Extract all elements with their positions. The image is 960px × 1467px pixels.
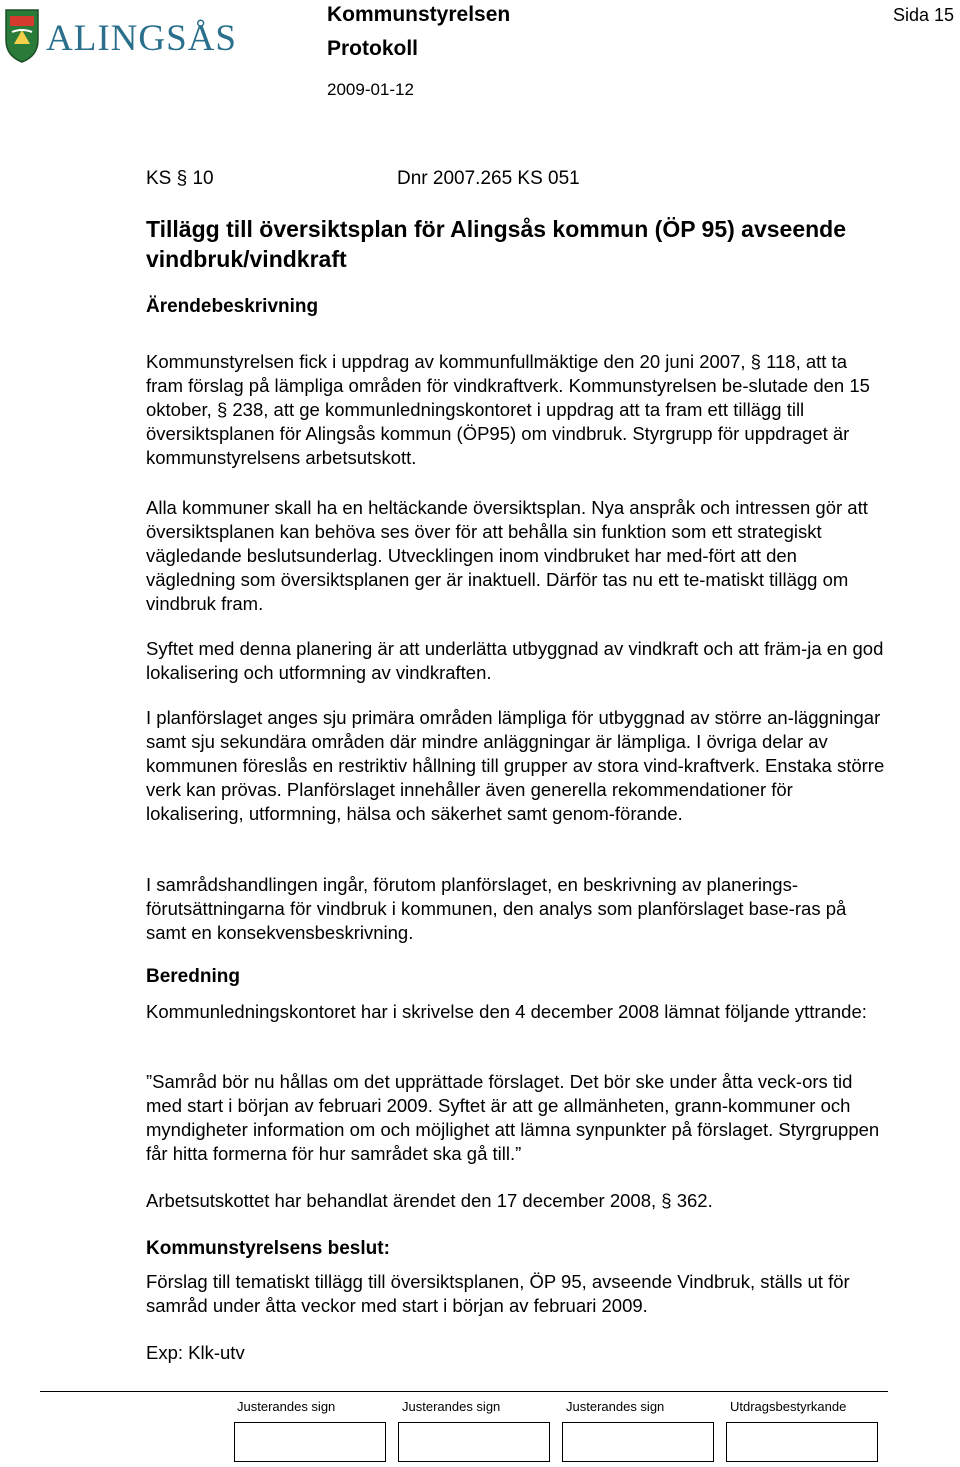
paragraph: I samrådshandlingen ingår, förutom planförslaget, en beskrivning av planerings-förutsättningarna för vindbruk i kommunen, den analys som planförslaget base-ras på samt en konsekvensbeskrivning. <box>146 874 847 943</box>
footer-label: Justerandes sign <box>566 1399 665 1414</box>
section-heading-description: Ärendebeskrivning <box>146 296 319 317</box>
page-number: Sida 15 <box>892 5 954 25</box>
paragraph: I planförslaget anges sju primära områden lämpliga för utbyggnad av större an-läggningar samt sju sekundära områden där mindre anläggningar är lämpliga. I övriga delar av kommunen föreslås en restriktiv hållning till grupper av stora vind-kraftverk. Enstaka större verk kan prövas. Planförslaget innehåller även generella rekommendationer för lokalisering, utformning, hälsa och säkerhet samt genom-förande. <box>146 707 885 824</box>
meeting-date: 2009-01-12 <box>327 80 414 99</box>
section-heading-preparation: Beredning <box>146 966 240 987</box>
footer-divider <box>40 1391 888 1392</box>
page-title: Tillägg till översiktsplan för Alingsås kommun (ÖP 95) avseende vindbruk/vindkraft <box>146 216 847 272</box>
section-heading-decision: Kommunstyrelsens beslut: <box>146 1238 390 1259</box>
coat-of-arms-icon <box>4 6 260 64</box>
quote-paragraph: ”Samråd bör nu hållas om det upprättade förslaget. Det bör ske under åtta veck-ors tid med start i början av februari 2009. Syftet är att ge allmänheten, grann-kommuner och myndigheter information om och möjlighet att lämna synpunkter på förslaget. Styrgruppen får hitta formerna för hur samrådet ska gå till.” <box>146 1071 880 1164</box>
paragraph: Kommunstyrelsen fick i uppdrag av kommunfullmäktige den 20 juni 2007, § 118, att ta fram förslag på lämpliga områden för vindkraftverk. Kommunstyrelsen be-slutade den 15 oktober, § 238, att ge kommunledningskontoret i uppdrag att ta fram ett tillägg till översiktsplanen för Alingsås kommun (ÖP95) om vindbruk. Styrgrupp för uppdraget är kommunstyrelsens arbetsutskott. <box>146 351 870 468</box>
dispatch-note: Exp: Klk-utv <box>146 1342 245 1363</box>
paragraph: Kommunledningskontoret har i skrivelse den 4 december 2008 lämnat följande yttrande: <box>146 1001 867 1022</box>
paragraph: Syftet med denna planering är att underlätta utbyggnad av vindkraft och att främ-ja en god lokalisering och utformning av vindkraften. <box>146 638 884 683</box>
case-dnr: Dnr 2007.265 KS 051 <box>397 168 580 189</box>
org-name: ALINGSÅS <box>46 18 237 59</box>
signature-box <box>398 1422 550 1462</box>
footer-label: Justerandes sign <box>237 1399 336 1414</box>
municipality-logo <box>4 6 260 64</box>
committee-name: Kommunstyrelsen <box>327 3 511 26</box>
paragraph: Arbetsutskottet har behandlat ärendet den 17 december 2008, § 362. <box>146 1190 713 1211</box>
paragraph: Alla kommuner skall ha en heltäckande översiktsplan. Nya anspråk och intressen gör att översiktsplanen kan behöva ses över för att behålla sin funktion som ett strategiskt vägledande beslutsunderlag. Utvecklingen inom vindbruket har med-fört att den vägledning som översiktsplanen ger är inaktuell. Därför tas nu ett te-matiskt tillägg om vindbruk fram. <box>146 497 868 614</box>
footer-label: Justerandes sign <box>402 1399 501 1414</box>
decision-paragraph: Förslag till tematiskt tillägg till översiktsplanen, ÖP 95, avseende Vindbruk, ställs ut för samråd under åtta veckor med start i början av februari 2009. <box>146 1271 850 1316</box>
signature-box <box>562 1422 714 1462</box>
signature-box <box>234 1422 386 1462</box>
footer-label: Utdragsbestyrkande <box>730 1399 847 1414</box>
case-paragraph: KS § 10 <box>146 168 214 189</box>
document-type: Protokoll <box>327 37 419 60</box>
signature-box <box>726 1422 878 1462</box>
